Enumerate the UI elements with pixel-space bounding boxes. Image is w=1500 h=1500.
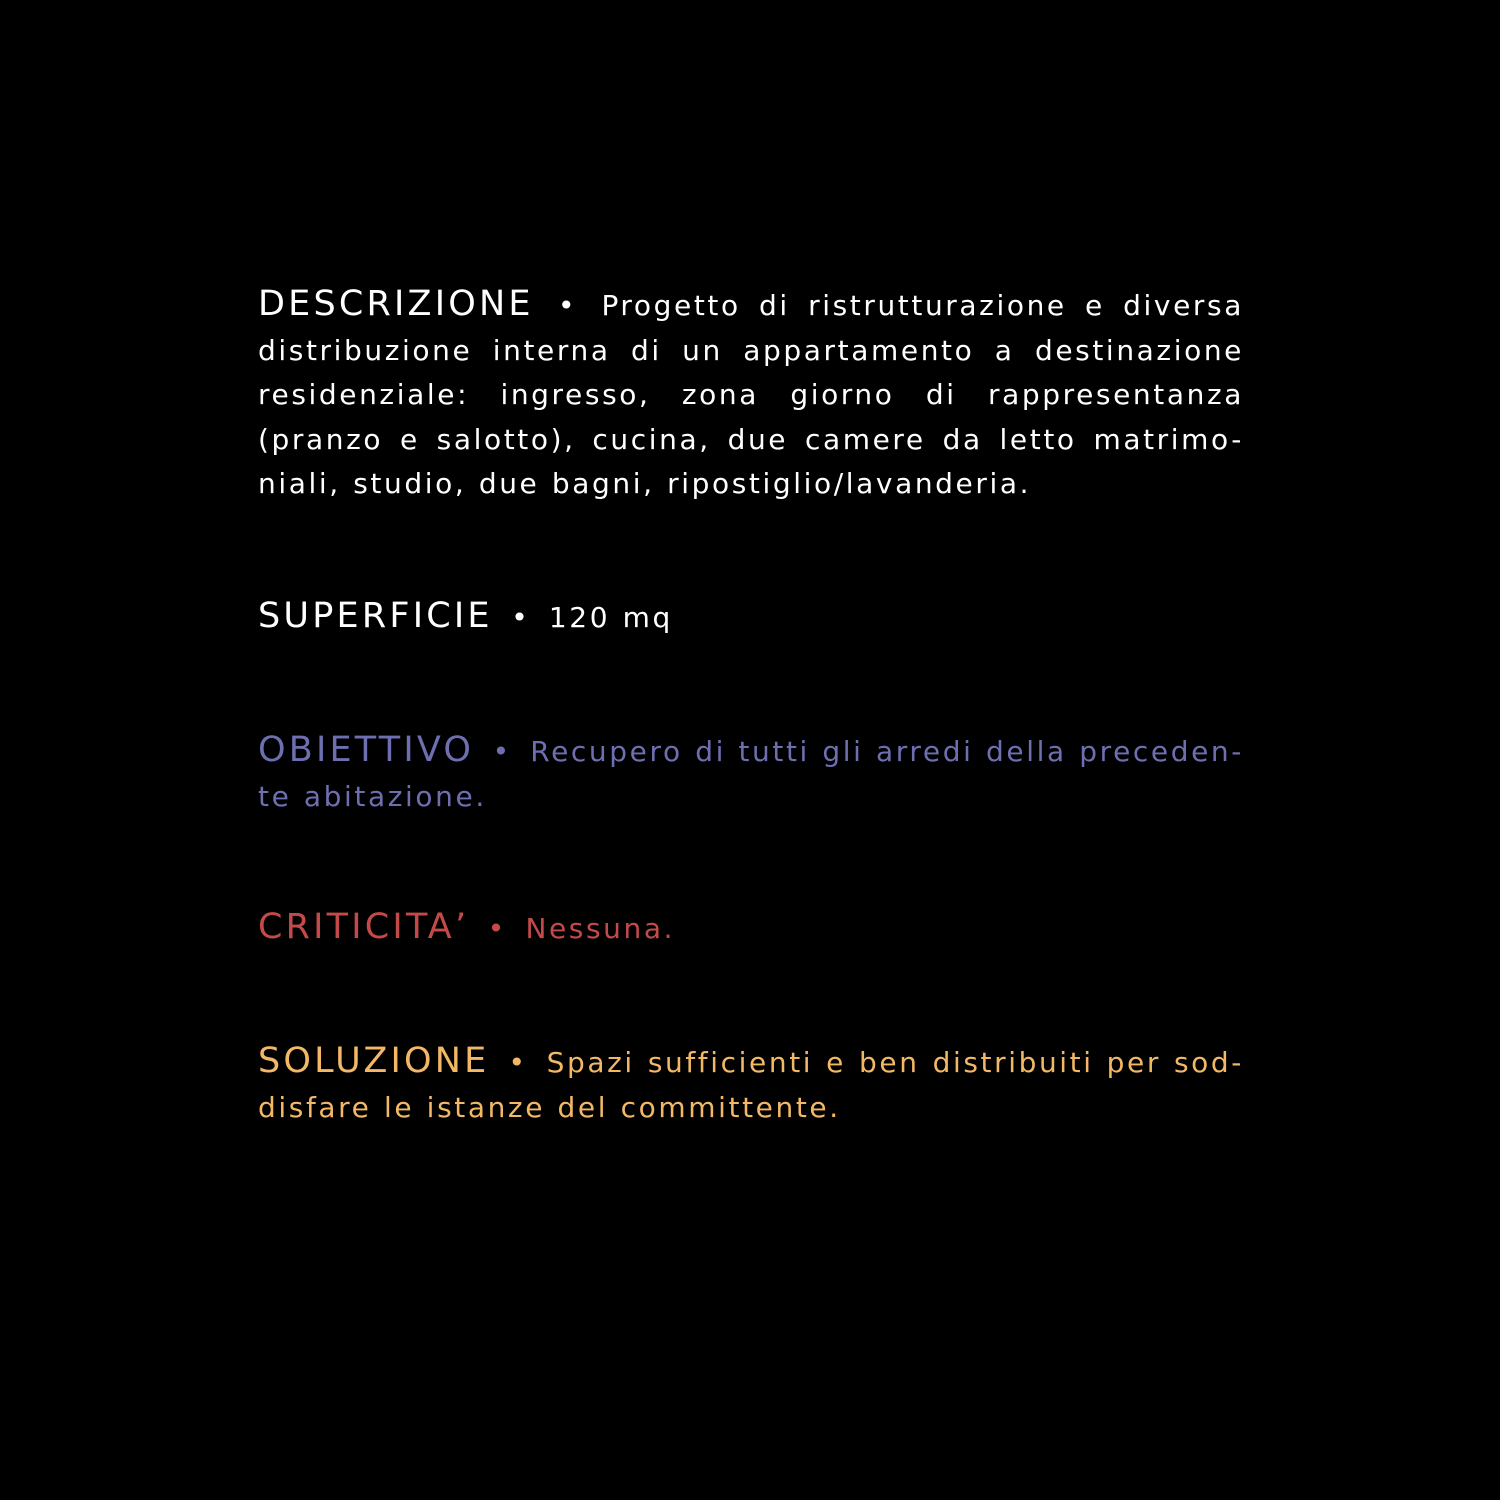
bullet-separator: • [492, 735, 512, 768]
descrizione-text-line-2: distribuzione interna di un appartamento a destinazione [258, 333, 1244, 367]
bullet-separator: • [508, 1046, 528, 1079]
obiettivo-text-line-1: Recupero di tutti gli arredi della preceden- [530, 735, 1244, 768]
soluzione-text-line-1: Spazi sufficienti e ben distribuiti per sod- [546, 1046, 1244, 1079]
descrizione-text-line-3: residenziale: ingresso, zona giorno di rappresentanza [258, 378, 1244, 411]
descrizione-text-line-4: (pranzo e salotto), cucina, due camere da letto matrimo- [258, 422, 1244, 456]
soluzione-heading: SOLUZIONE [258, 1041, 490, 1081]
obiettivo-text-line-2: te abitazione. [258, 779, 487, 813]
obiettivo-heading: OBIETTIVO [258, 730, 475, 770]
superficie-heading: SUPERFICIE [258, 596, 493, 636]
descrizione-text-line-1: Progetto di ristrutturazione e diversa [601, 289, 1244, 322]
soluzione-section [258, 1039, 1244, 1130]
descrizione-section [258, 282, 1244, 507]
descrizione-text-line-5: niali, studio, due bagni, ripostiglio/lavanderia. [258, 467, 1032, 500]
bullet-separator: • [487, 912, 507, 945]
criticita-section [258, 905, 1244, 952]
bullet-separator: • [511, 601, 531, 634]
bullet-separator: • [558, 289, 578, 322]
descrizione-first-line [258, 282, 1244, 329]
superficie-value: 120 mq [548, 601, 673, 634]
descrizione-heading: DESCRIZIONE [258, 284, 534, 324]
criticita-heading: CRITICITA’ [258, 907, 470, 947]
obiettivo-section [258, 728, 1244, 819]
superficie-section [258, 594, 1244, 641]
criticita-value: Nessuna. [525, 912, 676, 945]
soluzione-text-line-2: disfare le istanze del committente. [258, 1090, 841, 1124]
